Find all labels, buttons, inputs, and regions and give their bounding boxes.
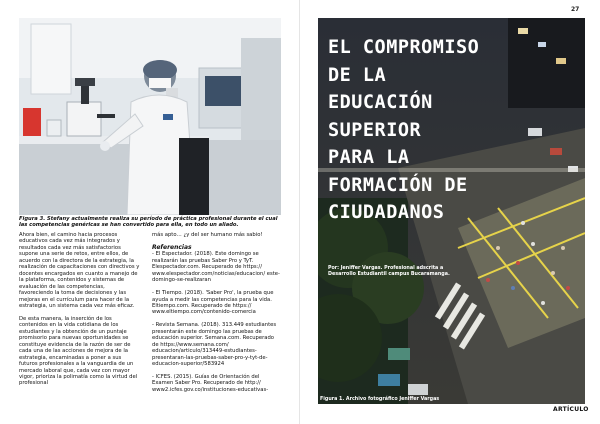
lab-photo [19,18,281,215]
title-line: CIUDADANOS [328,202,445,223]
title-line: EDUCACIÓN [328,92,433,113]
title-line: FORMACIÓN DE [328,174,468,196]
page-number: 27 [571,6,580,13]
section-label: ARTÍCULO [553,406,589,413]
reference-item: - El Espectador. (2018). Este domingo se realizarán las pruebas Saber Pro y TyT. Elespectador.com. Recuperado de https:// www.elespectador.com/noticias/educacion/ este-domingo-se-realizaran [152,251,280,284]
reference-item: - El Tiempo. (2018). 'Saber Pro', la prueba que ayuda a medir las competencias para la vida. Eltiempo.com. Recuperado de https:// www.eltiempo.com/contenido-comercia [152,290,274,316]
body-column-1 [19,232,140,393]
title-line: SUPERIOR [328,119,422,141]
city-photo-caption: Figura 1. Archivo fotográfico Jeniffer Vargas [320,397,440,402]
reference-item: - ICFES. (2015). Guías de Orientación del Examen Saber Pro. Recuperado de http:// www2.icfes.gov.co/instituciones-educativas- [152,373,269,393]
paragraph: Ahora bien, el camino hacia procesos educativos cada vez más integrados y resultados cada vez más satisfactorios supone una serie de retos, entre ellos, de acuerdo con la directora de la estrategia, la realización de capacitaciones con directivos y docentes encargados en cuanto a manejo de la plataforma, contenidos y sistemas de evaluación de las competencias, favoreciendo la toma de decisiones y las mejoras en el currículum para hacer de la estrategia, un sistema cada vez más eficaz. [19,232,140,309]
lab-photo-illustration [19,18,281,215]
lab-photo-caption: Figura 3. Stefany actualmente realiza su período de práctica profesional durante el cual las competencias genéricas se han convertido para ella, en todo un aliado. [19,216,278,229]
right-page [300,0,600,424]
title-line: PARA LA [328,147,410,168]
body-column-2 [152,232,282,400]
title-line: DE LA [328,64,387,86]
title-line: EL COMPROMISO [328,37,480,58]
article-title [328,34,548,227]
paragraph: De esta manera, la inserción de los contenidos en la vida cotidiana de los estudiantes y la obtención de un puntaje promisorio para nuevas oportunidades se constituye evidencia de la razón de ser de cada una de las acciones de mejora de la estrategia, encaminadas a poner a sus futuros profesionales a la vanguardia de un mercado laboral que, cada vez con mayor vigor, prioriza la polimatía como la virtud del profesional [19,315,138,387]
author-byline: Por: Jeniffer Vargas. Profesional adscrita a Desarrollo Estudiantil campus Bucaramanga. [328,266,450,277]
references-heading: Referencias [152,243,192,251]
paragraph: más apto… ¿y del ser humano más sabio! [152,232,263,238]
reference-item: - Revista Semana. (2018). 313.449 estudiantes presentarán este domingo las pruebas de educación superior. Semana.com. Recuperado de https://www.semana.com/ educacion/articulo/313449-estudiantes- presentaran-las-pruebas-saber-pro-y-tyt-de- educacion-superior/583924 [152,322,277,368]
